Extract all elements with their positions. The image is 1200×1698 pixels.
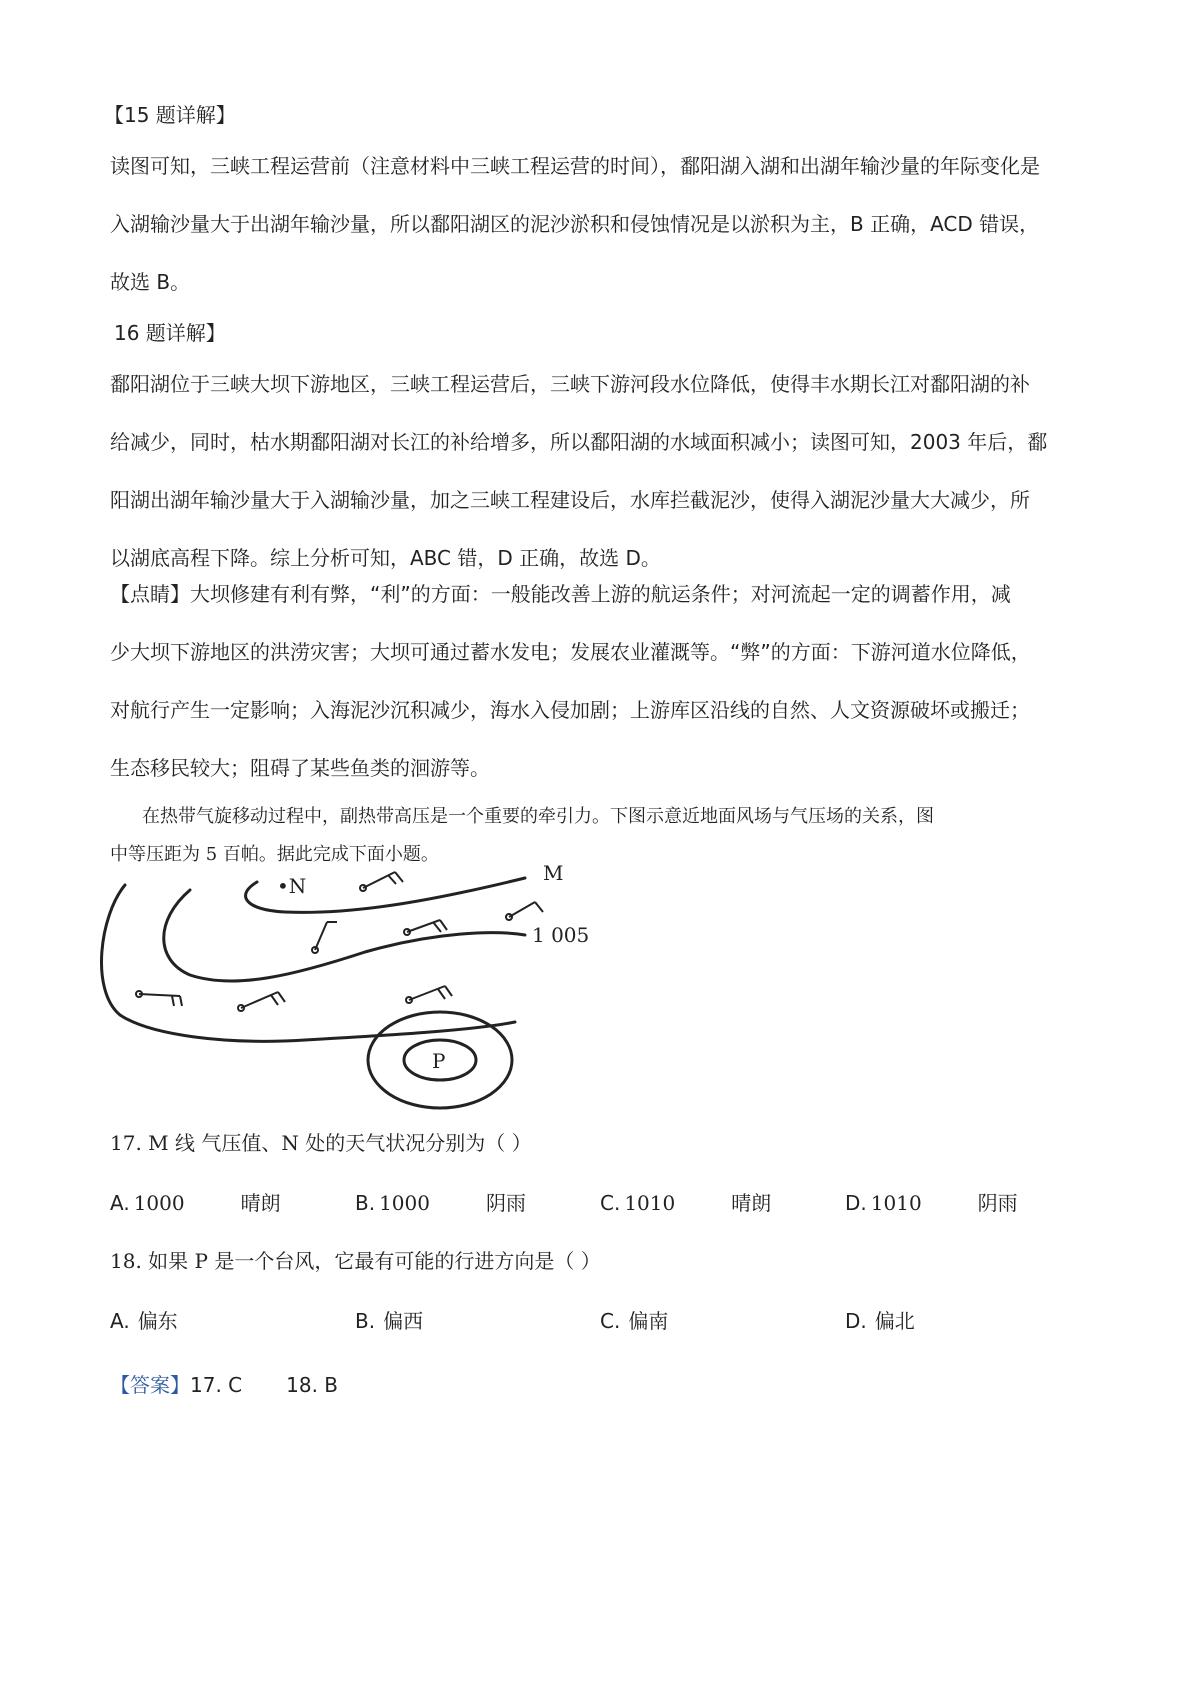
answer-17: 17. C bbox=[190, 1373, 243, 1397]
wind-barb bbox=[406, 986, 452, 1003]
option-key: D. bbox=[845, 1309, 867, 1333]
label-m: M bbox=[543, 861, 564, 885]
option-weather: 晴朗 bbox=[731, 1191, 772, 1215]
q15-line: 故选 B。 bbox=[110, 270, 191, 294]
option-key: B. bbox=[355, 1191, 376, 1215]
intro-line: 中等压距为 5 百帕。据此完成下面小题。 bbox=[110, 844, 439, 865]
q18-option-a[interactable] bbox=[110, 1306, 178, 1336]
note-line: 【点睛】大坝修建有利有弊，“利”的方面：一般能改善上游的航运条件；对河流起一定的调蓄作用，减 bbox=[110, 582, 1011, 606]
answer-tag: 【答案】 bbox=[110, 1373, 190, 1397]
q17-option-a[interactable] bbox=[110, 1188, 281, 1218]
answer-line bbox=[110, 1370, 338, 1400]
q15-line: 读图可知，三峡工程运营前（注意材料中三峡工程运营的时间），鄱阳湖入湖和出湖年输沙量的年际变化是 bbox=[110, 154, 1040, 178]
q15-explanation bbox=[110, 137, 1100, 311]
option-value: 1010 bbox=[624, 1191, 676, 1215]
intro-line: 在热带气旋移动过程中，副热带高压是一个重要的牵引力。下图示意近地面风场与气压场的关系，图 bbox=[142, 806, 934, 827]
isobar-outer bbox=[101, 885, 515, 1041]
wind-barb bbox=[404, 920, 447, 935]
q18-option-c[interactable] bbox=[600, 1306, 668, 1336]
option-value: 偏西 bbox=[383, 1309, 424, 1333]
label-1005: 1 005 bbox=[532, 923, 590, 947]
q16-line: 鄱阳湖位于三峡大坝下游地区，三峡工程运营后，三峡下游河段水位降低，使得丰水期长江对鄱阳湖的补 bbox=[110, 372, 1030, 396]
wind-barb bbox=[506, 902, 543, 920]
option-weather: 阴雨 bbox=[485, 1191, 526, 1215]
option-value: 偏南 bbox=[628, 1309, 669, 1333]
isobar-figure bbox=[95, 860, 615, 1120]
wind-barb bbox=[312, 922, 337, 953]
q17-option-c[interactable] bbox=[600, 1188, 771, 1218]
q16-heading: 16 题详解】 bbox=[114, 321, 226, 345]
note-line: 少大坝下游地区的洪涝灾害；大坝可通过蓄水发电；发展农业灌溉等。“弊”的方面：下游河道水位降低， bbox=[110, 640, 1031, 664]
option-value: 1000 bbox=[379, 1191, 430, 1215]
q17-option-d[interactable] bbox=[845, 1188, 1018, 1218]
q18-option-b[interactable] bbox=[355, 1306, 423, 1336]
wind-barb bbox=[360, 872, 403, 891]
option-value: 1000 bbox=[133, 1191, 185, 1215]
label-p: P bbox=[432, 1049, 446, 1073]
wind-barb bbox=[136, 991, 182, 1006]
option-key: A. bbox=[110, 1191, 130, 1215]
option-key: C. bbox=[600, 1309, 621, 1333]
option-key: C. bbox=[600, 1191, 621, 1215]
q16-line: 以湖底高程下降。综上分析可知，ABC 错，D 正确，故选 D。 bbox=[110, 546, 661, 570]
label-n: •N bbox=[277, 874, 307, 898]
q16-explanation bbox=[110, 355, 1100, 587]
q16-line: 阳湖出湖年输沙量大于入湖输沙量，加之三峡工程建设后，水库拦截泥沙，使得入湖泥沙量大大减少，所 bbox=[110, 488, 1030, 512]
option-key: A. bbox=[110, 1309, 130, 1333]
note-paragraph bbox=[110, 565, 1100, 797]
wind-barb bbox=[238, 992, 285, 1011]
isobar-1005 bbox=[164, 890, 525, 981]
option-key: D. bbox=[845, 1191, 867, 1215]
q16-line: 给减少，同时，枯水期鄱阳湖对长江的补给增多，所以鄱阳湖的水域面积减小；读图可知，2003 年后，鄱 bbox=[110, 430, 1048, 454]
q18-option-d[interactable] bbox=[845, 1306, 915, 1336]
option-value: 偏东 bbox=[137, 1309, 178, 1333]
option-value: 1010 bbox=[870, 1191, 922, 1215]
q17-stem: 17. M 线 气压值、N 处的天气状况分别为（ ） bbox=[110, 1131, 532, 1155]
note-line: 生态移民较大；阻碍了某些鱼类的洄游等。 bbox=[110, 756, 490, 780]
q15-heading: 【15 题详解】 bbox=[104, 103, 236, 127]
note-line: 对航行产生一定影响；入海泥沙沉积减少，海水入侵加剧；上游库区沿线的自然、人文资源破坏或搬迁； bbox=[110, 698, 1030, 722]
option-weather: 晴朗 bbox=[240, 1191, 281, 1215]
q18-stem: 18. 如果 P 是一个台风，它最有可能的行进方向是（ ） bbox=[110, 1249, 601, 1273]
option-value: 偏北 bbox=[874, 1309, 915, 1333]
q17-option-b[interactable] bbox=[355, 1188, 526, 1218]
option-key: B. bbox=[355, 1309, 376, 1333]
option-weather: 阴雨 bbox=[977, 1191, 1018, 1215]
q15-line: 入湖输沙量大于出湖年输沙量，所以鄱阳湖区的泥沙淤积和侵蚀情况是以淤积为主，B 正确，ACD 错误， bbox=[110, 212, 1040, 236]
answer-18: 18. B bbox=[286, 1373, 339, 1397]
